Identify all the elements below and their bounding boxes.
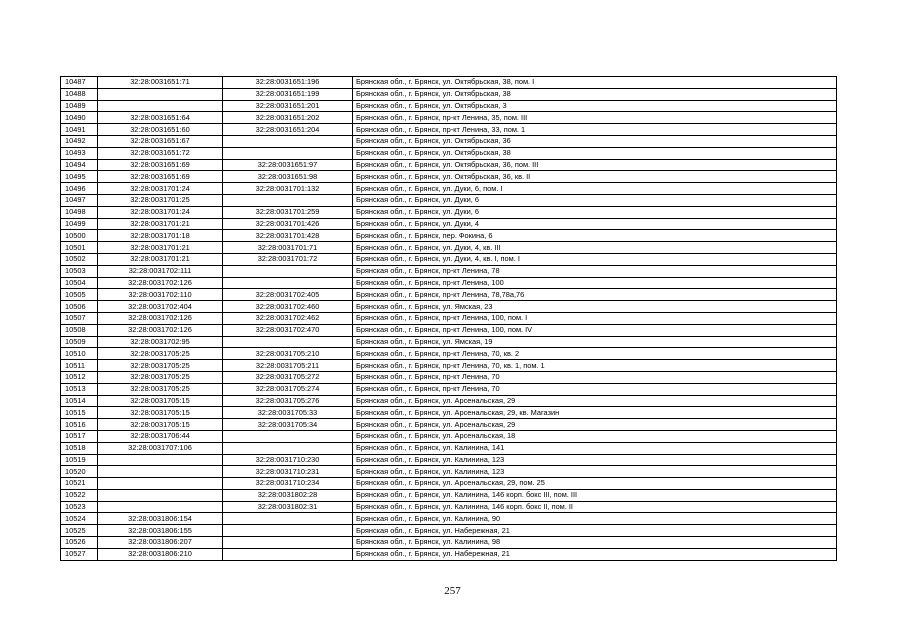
table-row (61, 324, 837, 336)
table-row (61, 537, 837, 549)
object-cadastral-number-cell (223, 135, 353, 147)
address-cell: Брянская обл., г. Брянск, ул. Ямская, 19 (353, 336, 837, 348)
object-cadastral-number-cell: 32:28:0031710:231 (223, 466, 353, 478)
object-cadastral-number-cell: 32:28:0031701:72 (223, 253, 353, 265)
land-cadastral-number-cell: 32:28:0031702:126 (98, 312, 223, 324)
page-number: 257 (444, 585, 461, 597)
land-cadastral-number-cell: 32:28:0031701:21 (98, 242, 223, 254)
address-cell: Брянская обл., г. Брянск, ул. Дуки, 6 (353, 206, 837, 218)
land-cadastral-number-cell: 32:28:0031651:64 (98, 112, 223, 124)
record-number-cell: 10514 (61, 395, 98, 407)
address-cell: Брянская обл., г. Брянск, ул. Октябрьская, 36, пом. III (353, 159, 837, 171)
record-number-cell: 10498 (61, 206, 98, 218)
table-row (61, 277, 837, 289)
object-cadastral-number-cell: 32:28:0031701:428 (223, 230, 353, 242)
table-row (61, 548, 837, 560)
table-row (61, 135, 837, 147)
table-row (61, 301, 837, 313)
table-row (61, 88, 837, 100)
record-number-cell: 10507 (61, 312, 98, 324)
address-cell: Брянская обл., г. Брянск, ул. Октябрьская, 36 (353, 135, 837, 147)
land-cadastral-number-cell (98, 501, 223, 513)
record-number-cell: 10516 (61, 419, 98, 431)
object-cadastral-number-cell: 32:28:0031710:234 (223, 478, 353, 490)
table-row (61, 112, 837, 124)
address-cell: Брянская обл., г. Брянск, ул. Арсенальская, 29 (353, 419, 837, 431)
address-cell: Брянская обл., г. Брянск, ул. Дуки, 4, кв. III (353, 242, 837, 254)
land-cadastral-number-cell: 32:28:0031701:25 (98, 194, 223, 206)
object-cadastral-number-cell: 32:28:0031702:405 (223, 289, 353, 301)
table-row (61, 242, 837, 254)
object-cadastral-number-cell: 32:28:0031701:259 (223, 206, 353, 218)
address-cell: Брянская обл., г. Брянск, пр-кт Ленина, 70 (353, 371, 837, 383)
record-number-cell: 10509 (61, 336, 98, 348)
record-number-cell: 10496 (61, 183, 98, 195)
object-cadastral-number-cell: 32:28:0031701:426 (223, 218, 353, 230)
object-cadastral-number-cell (223, 442, 353, 454)
object-cadastral-number-cell (223, 277, 353, 289)
address-cell: Брянская обл., г. Брянск, ул. Калинина, 123 (353, 466, 837, 478)
address-cell: Брянская обл., г. Брянск, ул. Арсенальская, 29, кв. Магазин (353, 407, 837, 419)
record-number-cell: 10513 (61, 383, 98, 395)
object-cadastral-number-cell (223, 430, 353, 442)
address-cell: Брянская обл., г. Брянск, ул. Калинина, 141 (353, 442, 837, 454)
object-cadastral-number-cell: 32:28:0031705:33 (223, 407, 353, 419)
land-cadastral-number-cell: 32:28:0031702:111 (98, 265, 223, 277)
object-cadastral-number-cell: 32:28:0031651:201 (223, 100, 353, 112)
object-cadastral-number-cell: 32:28:0031702:470 (223, 324, 353, 336)
object-cadastral-number-cell: 32:28:0031705:211 (223, 360, 353, 372)
address-cell: Брянская обл., г. Брянск, пр-кт Ленина, 70, кв. 1, пом. 1 (353, 360, 837, 372)
address-cell: Брянская обл., г. Брянск, ул. Октябрьская, 38 (353, 147, 837, 159)
table-row (61, 419, 837, 431)
land-cadastral-number-cell (98, 466, 223, 478)
table-row (61, 430, 837, 442)
land-cadastral-number-cell: 32:28:0031705:25 (98, 371, 223, 383)
record-number-cell: 10503 (61, 265, 98, 277)
table-row (61, 171, 837, 183)
land-cadastral-number-cell: 32:28:0031705:25 (98, 383, 223, 395)
object-cadastral-number-cell (223, 548, 353, 560)
record-number-cell: 10492 (61, 135, 98, 147)
table-row (61, 100, 837, 112)
record-number-cell: 10506 (61, 301, 98, 313)
address-cell: Брянская обл., г. Брянск, ул. Ямская, 23 (353, 301, 837, 313)
table-row (61, 253, 837, 265)
table-row (61, 194, 837, 206)
address-cell: Брянская обл., г. Брянск, ул. Калинина, 98 (353, 537, 837, 549)
object-cadastral-number-cell: 32:28:0031651:202 (223, 112, 353, 124)
record-number-cell: 10491 (61, 124, 98, 136)
table-row (61, 265, 837, 277)
table-row (61, 336, 837, 348)
address-cell: Брянская обл., г. Брянск, пр-кт Ленина, 70 (353, 383, 837, 395)
land-cadastral-number-cell: 32:28:0031651:69 (98, 171, 223, 183)
object-cadastral-number-cell (223, 147, 353, 159)
address-cell: Брянская обл., г. Брянск, ул. Октябрьская, 36, кв. II (353, 171, 837, 183)
address-cell: Брянская обл., г. Брянск, пр-кт Ленина, 70, кв. 2 (353, 348, 837, 360)
address-cell: Брянская обл., г. Брянск, пр-кт Ленина, 78 (353, 265, 837, 277)
address-cell: Брянская обл., г. Брянск, ул. Калинина, 146 корп. бокс III, пом. III (353, 489, 837, 501)
land-cadastral-number-cell: 32:28:0031806:210 (98, 548, 223, 560)
record-number-cell: 10527 (61, 548, 98, 560)
record-number-cell: 10512 (61, 371, 98, 383)
record-number-cell: 10493 (61, 147, 98, 159)
object-cadastral-number-cell (223, 537, 353, 549)
table-row (61, 407, 837, 419)
table-row (61, 454, 837, 466)
address-cell: Брянская обл., г. Брянск, ул. Арсенальская, 18 (353, 430, 837, 442)
record-number-cell: 10490 (61, 112, 98, 124)
record-number-cell: 10501 (61, 242, 98, 254)
land-cadastral-number-cell: 32:28:0031701:21 (98, 218, 223, 230)
object-cadastral-number-cell (223, 265, 353, 277)
table-row (61, 395, 837, 407)
object-cadastral-number-cell: 32:28:0031651:97 (223, 159, 353, 171)
record-number-cell: 10497 (61, 194, 98, 206)
record-number-cell: 10515 (61, 407, 98, 419)
address-cell: Брянская обл., г. Брянск, пр-кт Ленина, 100 (353, 277, 837, 289)
object-cadastral-number-cell: 32:28:0031802:28 (223, 489, 353, 501)
land-cadastral-number-cell: 32:28:0031701:21 (98, 253, 223, 265)
record-number-cell: 10504 (61, 277, 98, 289)
land-cadastral-number-cell: 32:28:0031806:155 (98, 525, 223, 537)
table-row (61, 360, 837, 372)
table-row (61, 159, 837, 171)
land-cadastral-number-cell: 32:28:0031702:126 (98, 324, 223, 336)
object-cadastral-number-cell (223, 513, 353, 525)
table-row (61, 230, 837, 242)
address-cell: Брянская обл., г. Брянск, ул. Калинина, 90 (353, 513, 837, 525)
land-cadastral-number-cell: 32:28:0031705:15 (98, 407, 223, 419)
object-cadastral-number-cell: 32:28:0031651:199 (223, 88, 353, 100)
object-cadastral-number-cell: 32:28:0031710:230 (223, 454, 353, 466)
record-number-cell: 10499 (61, 218, 98, 230)
table-row (61, 218, 837, 230)
object-cadastral-number-cell: 32:28:0031701:132 (223, 183, 353, 195)
object-cadastral-number-cell (223, 336, 353, 348)
table-row (61, 124, 837, 136)
table-row (61, 442, 837, 454)
address-cell: Брянская обл., г. Брянск, пр-кт Ленина, 100, пом. I (353, 312, 837, 324)
object-cadastral-number-cell: 32:28:0031705:276 (223, 395, 353, 407)
record-number-cell: 10525 (61, 525, 98, 537)
table-row (61, 147, 837, 159)
table-row (61, 478, 837, 490)
record-number-cell: 10508 (61, 324, 98, 336)
record-number-cell: 10519 (61, 454, 98, 466)
record-number-cell: 10522 (61, 489, 98, 501)
table-row (61, 289, 837, 301)
object-cadastral-number-cell (223, 525, 353, 537)
record-number-cell: 10517 (61, 430, 98, 442)
land-cadastral-number-cell (98, 454, 223, 466)
record-number-cell: 10487 (61, 77, 98, 89)
object-cadastral-number-cell: 32:28:0031701:71 (223, 242, 353, 254)
record-number-cell: 10523 (61, 501, 98, 513)
land-cadastral-number-cell: 32:28:0031705:25 (98, 360, 223, 372)
object-cadastral-number-cell: 32:28:0031705:274 (223, 383, 353, 395)
record-number-cell: 10500 (61, 230, 98, 242)
address-cell: Брянская обл., г. Брянск, ул. Октябрьская, 38 (353, 88, 837, 100)
record-number-cell: 10494 (61, 159, 98, 171)
table-row (61, 371, 837, 383)
address-cell: Брянская обл., г. Брянск, пр-кт Ленина, 78,78а,76 (353, 289, 837, 301)
address-cell: Брянская обл., г. Брянск, пр-кт Ленина, 35, пом. III (353, 112, 837, 124)
land-cadastral-number-cell: 32:28:0031702:95 (98, 336, 223, 348)
address-cell: Брянская обл., г. Брянск, пр-кт Ленина, 100, пом. IV (353, 324, 837, 336)
object-cadastral-number-cell: 32:28:0031702:460 (223, 301, 353, 313)
record-number-cell: 10505 (61, 289, 98, 301)
table-row (61, 348, 837, 360)
record-number-cell: 10518 (61, 442, 98, 454)
record-number-cell: 10510 (61, 348, 98, 360)
address-cell: Брянская обл., г. Брянск, ул. Октябрьская, 3 (353, 100, 837, 112)
object-cadastral-number-cell: 32:28:0031705:210 (223, 348, 353, 360)
land-cadastral-number-cell: 32:28:0031651:72 (98, 147, 223, 159)
land-cadastral-number-cell (98, 478, 223, 490)
table-row (61, 312, 837, 324)
address-cell: Брянская обл., г. Брянск, ул. Набережная, 21 (353, 548, 837, 560)
address-cell: Брянская обл., г. Брянск, ул. Дуки, 6 (353, 194, 837, 206)
land-cadastral-number-cell: 32:28:0031702:110 (98, 289, 223, 301)
registry-table (60, 76, 837, 561)
address-cell: Брянская обл., г. Брянск, ул. Калинина, 146 корп. бокс II, пом. II (353, 501, 837, 513)
object-cadastral-number-cell: 32:28:0031651:196 (223, 77, 353, 89)
land-cadastral-number-cell: 32:28:0031651:69 (98, 159, 223, 171)
land-cadastral-number-cell: 32:28:0031806:207 (98, 537, 223, 549)
land-cadastral-number-cell: 32:28:0031806:154 (98, 513, 223, 525)
record-number-cell: 10526 (61, 537, 98, 549)
table-row (61, 525, 837, 537)
address-cell: Брянская обл., г. Брянск, пр-кт Ленина, 33, пом. 1 (353, 124, 837, 136)
land-cadastral-number-cell: 32:28:0031701:24 (98, 206, 223, 218)
record-number-cell: 10488 (61, 88, 98, 100)
table-row (61, 513, 837, 525)
table-row (61, 183, 837, 195)
land-cadastral-number-cell: 32:28:0031702:126 (98, 277, 223, 289)
object-cadastral-number-cell: 32:28:0031705:34 (223, 419, 353, 431)
object-cadastral-number-cell: 32:28:0031802:31 (223, 501, 353, 513)
land-cadastral-number-cell (98, 88, 223, 100)
table-row (61, 206, 837, 218)
table-row (61, 383, 837, 395)
record-number-cell: 10524 (61, 513, 98, 525)
address-cell: Брянская обл., г. Брянск, ул. Набережная, 21 (353, 525, 837, 537)
table-row (61, 77, 837, 89)
address-cell: Брянская обл., г. Брянск, ул. Дуки, 4 (353, 218, 837, 230)
record-number-cell: 10502 (61, 253, 98, 265)
address-cell: Брянская обл., г. Брянск, ул. Дуки, 6, пом. I (353, 183, 837, 195)
land-cadastral-number-cell: 32:28:0031705:15 (98, 419, 223, 431)
table-row (61, 489, 837, 501)
table-row (61, 501, 837, 513)
object-cadastral-number-cell: 32:28:0031651:204 (223, 124, 353, 136)
address-cell: Брянская обл., г. Брянск, ул. Дуки, 4, кв. I, пом. I (353, 253, 837, 265)
object-cadastral-number-cell: 32:28:0031651:98 (223, 171, 353, 183)
object-cadastral-number-cell: 32:28:0031702:462 (223, 312, 353, 324)
land-cadastral-number-cell: 32:28:0031706:44 (98, 430, 223, 442)
record-number-cell: 10495 (61, 171, 98, 183)
land-cadastral-number-cell (98, 100, 223, 112)
land-cadastral-number-cell: 32:28:0031651:60 (98, 124, 223, 136)
table-row (61, 466, 837, 478)
land-cadastral-number-cell: 32:28:0031705:15 (98, 395, 223, 407)
record-number-cell: 10511 (61, 360, 98, 372)
address-cell: Брянская обл., г. Брянск, ул. Октябрьская, 38, пом. I (353, 77, 837, 89)
object-cadastral-number-cell (223, 194, 353, 206)
address-cell: Брянская обл., г. Брянск, ул. Арсенальская, 29, пом. 25 (353, 478, 837, 490)
record-number-cell: 10489 (61, 100, 98, 112)
record-number-cell: 10521 (61, 478, 98, 490)
address-cell: Брянская обл., г. Брянск, пер. Фокина, 6 (353, 230, 837, 242)
address-cell: Брянская обл., г. Брянск, ул. Арсенальская, 29 (353, 395, 837, 407)
object-cadastral-number-cell: 32:28:0031705:272 (223, 371, 353, 383)
record-number-cell: 10520 (61, 466, 98, 478)
land-cadastral-number-cell: 32:28:0031705:25 (98, 348, 223, 360)
land-cadastral-number-cell: 32:28:0031702:404 (98, 301, 223, 313)
land-cadastral-number-cell (98, 489, 223, 501)
land-cadastral-number-cell: 32:28:0031651:71 (98, 77, 223, 89)
land-cadastral-number-cell: 32:28:0031707:106 (98, 442, 223, 454)
land-cadastral-number-cell: 32:28:0031701:24 (98, 183, 223, 195)
land-cadastral-number-cell: 32:28:0031651:67 (98, 135, 223, 147)
address-cell: Брянская обл., г. Брянск, ул. Калинина, 123 (353, 454, 837, 466)
registry-table-body (61, 77, 837, 561)
land-cadastral-number-cell: 32:28:0031701:18 (98, 230, 223, 242)
